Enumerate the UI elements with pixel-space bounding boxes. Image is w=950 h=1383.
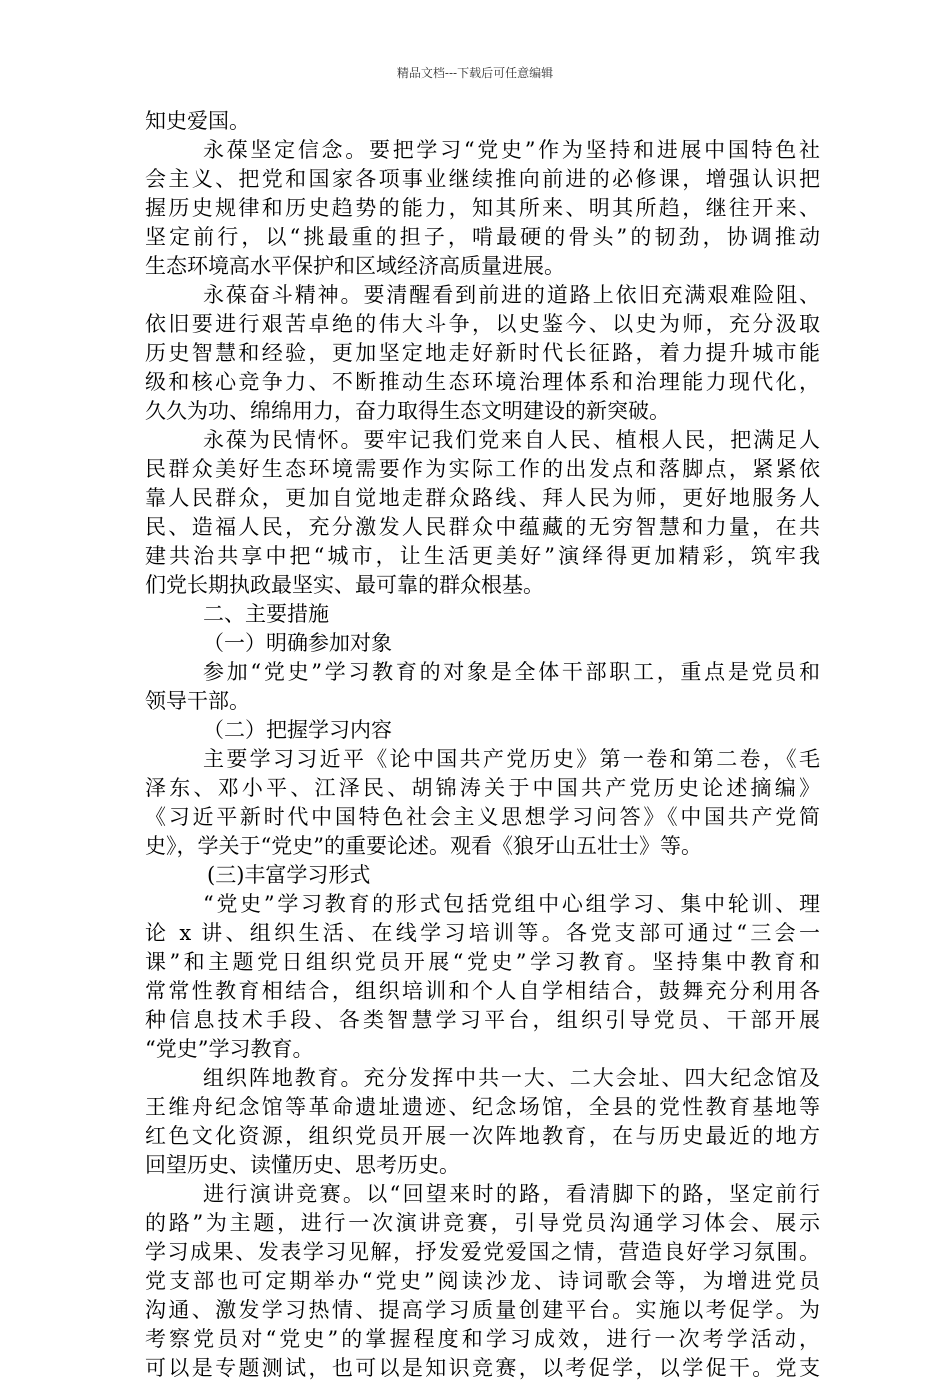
text-line: 学习成果、发表学习见解，抒发爱党爱国之情，营造良好学习氛围。 xyxy=(145,1240,820,1264)
text-line: 领导干部。 xyxy=(145,689,250,713)
text-line: 级和核心竞争力、不断推动生态环境治理体系和治理能力现代化， xyxy=(145,370,820,394)
text-line: 考察党员对“党史”的掌握程度和学习成效，进行一次考学活动， xyxy=(145,1327,820,1351)
text-line: 生态环境高水平保护和区域经济高质量进展。 xyxy=(145,254,565,278)
section-heading: 二、主要措施 xyxy=(203,602,329,626)
subsection-heading: （二）把握学习内容 xyxy=(203,718,392,742)
text-line: 靠人民群众，更加自觉地走群众路线、拜人民为师，更好地服务人 xyxy=(145,486,820,510)
paragraph-start-line: 永葆奋斗精神。要清醒看到前进的道路上依旧充满艰难险阻、 xyxy=(203,283,820,307)
text-line: 种信息技术手段、各类智慧学习平台，组织引导党员、干部开展 xyxy=(145,1008,820,1032)
text-line: 知史爱国。 xyxy=(145,109,250,133)
text-line: 建共治共享中把“城市，让生活更美好”演绎得更加精彩，筑牢我 xyxy=(145,544,820,568)
text-line: 民、造福人民，充分激发人民群众中蕴藏的无穷智慧和力量，在共 xyxy=(145,515,820,539)
paragraph-start-line: 参加“党史”学习教育的对象是全体干部职工，重点是党员和 xyxy=(203,660,820,684)
subsection-heading: （一）明确参加对象 xyxy=(203,631,392,655)
paragraph-start-line: 进行演讲竞赛。以“回望来时的路，看清脚下的路，坚定前行 xyxy=(203,1182,820,1206)
text-line: “党史”学习教育。 xyxy=(145,1037,314,1061)
text-line: 久久为功、绵绵用力，奋力取得生态文明建设的新突破。 xyxy=(145,399,670,423)
text-line: 《习近平新时代中国特色社会主义思想学习问答》《中国共产党简 xyxy=(145,805,820,829)
text-line: 可以是专题测试，也可以是知识竞赛，以考促学，以学促干。党支 xyxy=(145,1356,820,1380)
text-line: 们党长期执政最坚实、最可靠的群众根基。 xyxy=(145,573,544,597)
text-line: 红色文化资源，组织党员开展一次阵地教育，在与历史最近的地方 xyxy=(145,1124,820,1148)
paragraph-start-line: 组织阵地教育。充分发挥中共一大、二大会址、四大纪念馆及 xyxy=(203,1066,820,1090)
text-line: 常常性教育相结合，组织培训和个人自学相结合，鼓舞充分利用各 xyxy=(145,979,820,1003)
subsection-heading: (三)丰富学习形式 xyxy=(207,863,371,887)
document-body xyxy=(145,107,820,1383)
text-line: 泽东、邓小平、江泽民、胡锦涛关于中国共产党历史论述摘编》 xyxy=(145,776,820,800)
text-line: 坚定前行，以“挑最重的担子，啃最硬的骨头”的韧劲，协调推动 xyxy=(145,225,820,249)
text-line: 握历史规律和历史趋势的能力，知其所来、明其所趋，继往开来、 xyxy=(145,196,820,220)
text-line: 依旧要进行艰苦卓绝的伟大斗争，以史鉴今、以史为师，充分汲取 xyxy=(145,312,820,336)
paragraph-start-line: “党史”学习教育的形式包括党组中心组学习、集中轮训、理 xyxy=(203,892,820,916)
page-header: 精品文档---下载后可任意编辑 xyxy=(396,66,554,80)
text-line: 课”和主题党日组织党员开展“党史”学习教育。坚持集中教育和 xyxy=(145,950,820,974)
paragraph-start-line: 主要学习习近平《论中国共产党历史》第一卷和第二卷，《毛 xyxy=(203,747,820,771)
text-line: 沟通、激发学习热情、提高学习质量创建平台。实施以考促学。为 xyxy=(145,1298,820,1322)
paragraph-start-line: 永葆为民情怀。要牢记我们党来自人民、植根人民，把满足人 xyxy=(203,428,820,452)
text-line: 的路”为主题，进行一次演讲竞赛，引导党员沟通学习体会、展示 xyxy=(145,1211,820,1235)
text-line: 史》，学关于“党史”的重要论述。观看《狼牙山五壮士》等。 xyxy=(145,834,702,858)
text-line: 会主义、把党和国家各项事业继续推向前进的必修课，增强认识把 xyxy=(145,167,820,191)
text-line: 王维舟纪念馆等革命遗址遗迹、纪念场馆，全县的党性教育基地等 xyxy=(145,1095,820,1119)
text-line: 回望历史、读懂历史、思考历史。 xyxy=(145,1153,460,1177)
text-line: 历史智慧和经验，更加坚定地走好新时代长征路，着力提升城市能 xyxy=(145,341,820,365)
text-line: 论 x 讲、组织生活、在线学习培训等。各党支部可通过“三会一 xyxy=(145,921,820,945)
text-line: 民群众美好生态环境需要作为实际工作的出发点和落脚点，紧紧依 xyxy=(145,457,820,481)
paragraph-start-line: 永葆坚定信念。要把学习“党史”作为坚持和进展中国特色社 xyxy=(203,138,820,162)
text-line: 党支部也可定期举办“党史”阅读沙龙、诗词歌会等，为增进党员 xyxy=(145,1269,820,1293)
